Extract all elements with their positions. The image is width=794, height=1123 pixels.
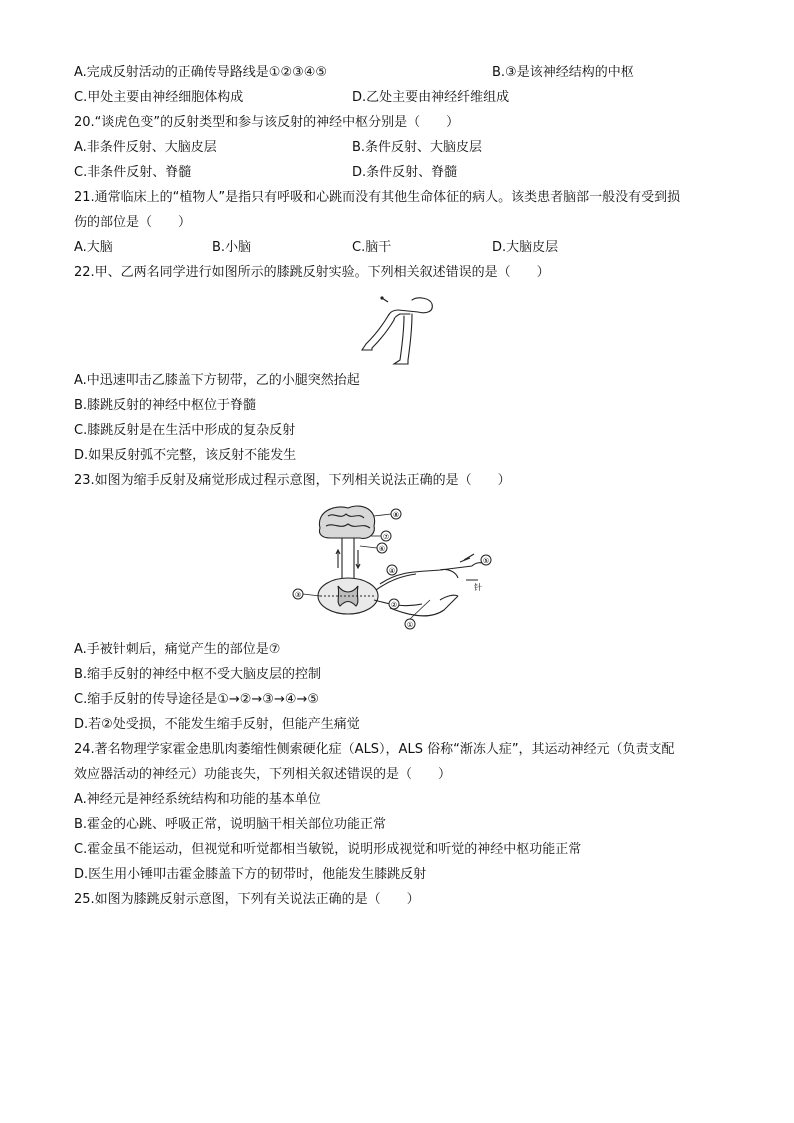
q20-option-b: B.条件反射、大脑皮层 (352, 140, 483, 155)
q23-stem: 23.如图为缩手反射及痛觉形成过程示意图，下列相关说法正确的是（ ） (74, 473, 511, 488)
label-2: ② (390, 601, 398, 609)
q22-option-c: C.膝跳反射是在生活中形成的复杂反射 (74, 423, 296, 438)
q24-stem-line1: 24.著名物理学家霍金患肌肉萎缩性侧索硬化症（ALS），ALS 俗称“渐冻人症”，其运动神经元（负责支配 (74, 742, 675, 757)
q24-stem-line2: 效应器活动的神经元）功能丧失，下列相关叙述错误的是（ ） (74, 767, 452, 782)
q22-option-b: B.膝跳反射的神经中枢位于脊髓 (74, 398, 257, 413)
q23-option-a: A.手被针刺后，痛觉产生的部位是⑦ (74, 642, 281, 657)
needle-label: 针 (474, 583, 482, 592)
q21-option-a: A.大脑 (74, 240, 113, 255)
q24-option-d: D.医生用小锤叩击霍金膝盖下方的韧带时，他能发生膝跳反射 (74, 867, 427, 882)
q24-option-a: A.神经元是神经系统结构和功能的基本单位 (74, 792, 321, 807)
q23-option-b: B.缩手反射的神经中枢不受大脑皮层的控制 (74, 667, 322, 682)
label-4: ④ (388, 567, 396, 575)
hammer-icon (380, 296, 383, 299)
label-8: ⑧ (392, 511, 400, 519)
label-6: ⑥ (378, 545, 386, 553)
knee-jerk-figure (352, 290, 438, 370)
q22-option-d: D.如果反射弧不完整，该反射不能发生 (74, 448, 297, 463)
label-5: ⑤ (482, 557, 490, 565)
q19-option-c: C.甲处主要由神经细胞体构成 (74, 90, 244, 105)
q21-stem-line2: 伤的部位是（ ） (74, 215, 192, 230)
q25-stem: 25.如图为膝跳反射示意图，下列有关说法正确的是（ ） (74, 892, 420, 907)
label-1: ① (406, 621, 414, 629)
q19-option-d: D.乙处主要由神经纤维组成 (352, 90, 510, 105)
q20-stem: 20.“谈虎色变”的反射类型和参与该反射的神经中枢分别是（ ） (74, 115, 460, 130)
q21-option-d: D.大脑皮层 (492, 240, 559, 255)
q21-option-c: C.脑干 (352, 240, 392, 255)
q22-option-a: A.中迅速叩击乙膝盖下方韧带，乙的小腿突然抬起 (74, 373, 360, 388)
q19-option-a: A.完成反射活动的正确传导路线是①②③④⑤ (74, 65, 328, 80)
q20-option-c: C.非条件反射、脊髓 (74, 165, 192, 180)
label-7: ⑦ (382, 533, 390, 541)
q24-option-b: B.霍金的心跳、呼吸正常，说明脑干相关部位功能正常 (74, 817, 387, 832)
q21-stem-line1: 21.通常临床上的“植物人”是指只有呼吸和心跳而没有其他生命体征的病人。该类患者脑部一般没有受到损 (74, 190, 681, 205)
q23-option-c: C.缩手反射的传导途径是①→②→③→④→⑤ (74, 692, 320, 707)
q22-stem: 22.甲、乙两名同学进行如图所示的膝跳反射实验。下列相关叙述错误的是（ ） (74, 265, 550, 280)
reflex-arc-figure (290, 500, 500, 632)
q23-option-d: D.若②处受损，不能发生缩手反射，但能产生痛觉 (74, 717, 360, 732)
label-3: ③ (294, 591, 302, 599)
q21-option-b: B.小脑 (212, 240, 252, 255)
q24-option-c: C.霍金虽不能运动，但视觉和听觉都相当敏锐，说明形成视觉和听觉的神经中枢功能正常 (74, 842, 582, 857)
q19-option-b: B.③是该神经结构的中枢 (492, 65, 634, 80)
q20-option-d: D.条件反射、脊髓 (352, 165, 458, 180)
q20-option-a: A.非条件反射、大脑皮层 (74, 140, 217, 155)
